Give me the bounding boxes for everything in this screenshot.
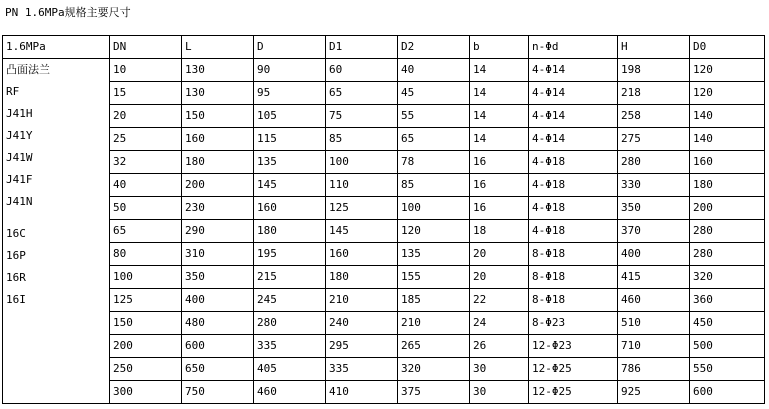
cell-b: 14 — [470, 59, 529, 82]
cell-l: 160 — [182, 128, 254, 151]
cell-d2: 78 — [398, 151, 470, 174]
cell-d2: 40 — [398, 59, 470, 82]
cell-d: 405 — [254, 358, 326, 381]
header-cell-pressure: 1.6MPa — [3, 36, 110, 59]
cell-b: 26 — [470, 335, 529, 358]
cell-l: 150 — [182, 105, 254, 128]
header-cell-d: D — [254, 36, 326, 59]
cell-d0: 140 — [690, 105, 765, 128]
cell-l: 130 — [182, 59, 254, 82]
cell-dn: 15 — [110, 82, 182, 105]
model-label: J41Y — [6, 129, 33, 142]
cell-h: 400 — [618, 243, 690, 266]
cell-d: 215 — [254, 266, 326, 289]
cell-l: 350 — [182, 266, 254, 289]
cell-n-phi-d: 12-Φ25 — [529, 381, 618, 404]
table-row — [3, 82, 765, 105]
cell-n-phi-d: 8-Φ18 — [529, 289, 618, 312]
cell-d1: 60 — [326, 59, 398, 82]
cell-d: 180 — [254, 220, 326, 243]
cell-d2: 320 — [398, 358, 470, 381]
cell-l: 750 — [182, 381, 254, 404]
model-group-flange — [6, 63, 109, 217]
cell-d: 245 — [254, 289, 326, 312]
model-label: J41N — [6, 195, 33, 208]
cell-b: 16 — [470, 174, 529, 197]
cell-d2: 185 — [398, 289, 470, 312]
cell-b: 22 — [470, 289, 529, 312]
model-label: 16R — [6, 271, 26, 284]
header-cell-l: L — [182, 36, 254, 59]
cell-l: 310 — [182, 243, 254, 266]
cell-l: 180 — [182, 151, 254, 174]
cell-h: 280 — [618, 151, 690, 174]
cell-dn: 50 — [110, 197, 182, 220]
cell-d: 90 — [254, 59, 326, 82]
cell-h: 370 — [618, 220, 690, 243]
table-row — [3, 105, 765, 128]
cell-n-phi-d: 12-Φ23 — [529, 335, 618, 358]
cell-n-phi-d: 12-Φ25 — [529, 358, 618, 381]
table-row — [3, 312, 765, 335]
cell-d2: 155 — [398, 266, 470, 289]
cell-h: 460 — [618, 289, 690, 312]
cell-h: 350 — [618, 197, 690, 220]
cell-b: 18 — [470, 220, 529, 243]
cell-l: 480 — [182, 312, 254, 335]
cell-h: 330 — [618, 174, 690, 197]
cell-d: 195 — [254, 243, 326, 266]
cell-n-phi-d: 4-Φ18 — [529, 174, 618, 197]
model-label: RF — [6, 85, 20, 98]
model-label: 16P — [6, 249, 26, 262]
cell-d2: 135 — [398, 243, 470, 266]
cell-d: 95 — [254, 82, 326, 105]
cell-b: 14 — [470, 82, 529, 105]
cell-d2: 265 — [398, 335, 470, 358]
cell-n-phi-d: 8-Φ18 — [529, 243, 618, 266]
cell-l: 650 — [182, 358, 254, 381]
cell-dn: 100 — [110, 266, 182, 289]
cell-d0: 120 — [690, 59, 765, 82]
model-label: J41W — [6, 151, 33, 164]
cell-l: 200 — [182, 174, 254, 197]
cell-h: 415 — [618, 266, 690, 289]
cell-d2: 210 — [398, 312, 470, 335]
cell-d0: 140 — [690, 128, 765, 151]
cell-dn: 32 — [110, 151, 182, 174]
table-row — [3, 289, 765, 312]
cell-n-phi-d: 8-Φ18 — [529, 266, 618, 289]
model-label: J41H — [6, 107, 33, 120]
cell-l: 400 — [182, 289, 254, 312]
header-cell-b: b — [470, 36, 529, 59]
table-row — [3, 59, 765, 82]
cell-d1: 145 — [326, 220, 398, 243]
table-row — [3, 197, 765, 220]
cell-b: 14 — [470, 128, 529, 151]
cell-d: 135 — [254, 151, 326, 174]
model-group-material — [6, 227, 109, 315]
cell-d1: 160 — [326, 243, 398, 266]
cell-d2: 55 — [398, 105, 470, 128]
cell-b: 20 — [470, 266, 529, 289]
cell-d0: 600 — [690, 381, 765, 404]
cell-d0: 450 — [690, 312, 765, 335]
cell-d0: 550 — [690, 358, 765, 381]
cell-d2: 45 — [398, 82, 470, 105]
cell-n-phi-d: 4-Φ14 — [529, 128, 618, 151]
cell-d0: 200 — [690, 197, 765, 220]
cell-d1: 110 — [326, 174, 398, 197]
header-cell-d2: D2 — [398, 36, 470, 59]
cell-d: 335 — [254, 335, 326, 358]
cell-d1: 125 — [326, 197, 398, 220]
cell-d1: 180 — [326, 266, 398, 289]
cell-h: 925 — [618, 381, 690, 404]
cell-dn: 25 — [110, 128, 182, 151]
table-header-row — [3, 36, 765, 59]
table-row — [3, 358, 765, 381]
spec-table-body — [3, 36, 765, 404]
cell-n-phi-d: 4-Φ18 — [529, 220, 618, 243]
cell-d1: 100 — [326, 151, 398, 174]
page-title: PN 1.6MPa规格主要尺寸 — [5, 6, 131, 19]
cell-d1: 335 — [326, 358, 398, 381]
cell-b: 16 — [470, 151, 529, 174]
cell-d: 280 — [254, 312, 326, 335]
table-row — [3, 151, 765, 174]
cell-n-phi-d: 4-Φ14 — [529, 82, 618, 105]
cell-b: 14 — [470, 105, 529, 128]
cell-h: 218 — [618, 82, 690, 105]
cell-d1: 240 — [326, 312, 398, 335]
cell-n-phi-d: 8-Φ23 — [529, 312, 618, 335]
cell-b: 30 — [470, 358, 529, 381]
table-row — [3, 128, 765, 151]
cell-d0: 360 — [690, 289, 765, 312]
cell-dn: 40 — [110, 174, 182, 197]
cell-d2: 120 — [398, 220, 470, 243]
table-row — [3, 174, 765, 197]
cell-d: 105 — [254, 105, 326, 128]
header-cell-n-phi-d: n-Φd — [529, 36, 618, 59]
cell-d0: 160 — [690, 151, 765, 174]
cell-h: 710 — [618, 335, 690, 358]
cell-dn: 200 — [110, 335, 182, 358]
cell-d: 160 — [254, 197, 326, 220]
header-cell-d1: D1 — [326, 36, 398, 59]
cell-l: 230 — [182, 197, 254, 220]
cell-d0: 320 — [690, 266, 765, 289]
cell-n-phi-d: 4-Φ18 — [529, 197, 618, 220]
cell-d1: 85 — [326, 128, 398, 151]
cell-d2: 100 — [398, 197, 470, 220]
cell-dn: 150 — [110, 312, 182, 335]
cell-h: 258 — [618, 105, 690, 128]
cell-dn: 250 — [110, 358, 182, 381]
model-label: 凸面法兰 — [6, 63, 50, 76]
cell-n-phi-d: 4-Φ14 — [529, 105, 618, 128]
cell-l: 600 — [182, 335, 254, 358]
spec-table — [2, 35, 765, 404]
cell-dn: 65 — [110, 220, 182, 243]
table-row — [3, 220, 765, 243]
cell-l: 290 — [182, 220, 254, 243]
cell-b: 30 — [470, 381, 529, 404]
model-label: 16C — [6, 227, 26, 240]
cell-d: 145 — [254, 174, 326, 197]
cell-b: 20 — [470, 243, 529, 266]
header-cell-dn: DN — [110, 36, 182, 59]
cell-b: 16 — [470, 197, 529, 220]
cell-d1: 210 — [326, 289, 398, 312]
cell-d1: 295 — [326, 335, 398, 358]
table-row — [3, 381, 765, 404]
cell-d0: 280 — [690, 243, 765, 266]
cell-d0: 280 — [690, 220, 765, 243]
model-label: J41F — [6, 173, 33, 186]
cell-dn: 80 — [110, 243, 182, 266]
cell-d2: 85 — [398, 174, 470, 197]
cell-h: 510 — [618, 312, 690, 335]
cell-h: 275 — [618, 128, 690, 151]
cell-d0: 180 — [690, 174, 765, 197]
model-list-cell — [3, 59, 110, 404]
table-row — [3, 266, 765, 289]
cell-b: 24 — [470, 312, 529, 335]
cell-d0: 500 — [690, 335, 765, 358]
cell-d: 460 — [254, 381, 326, 404]
cell-l: 130 — [182, 82, 254, 105]
cell-n-phi-d: 4-Φ14 — [529, 59, 618, 82]
cell-d1: 65 — [326, 82, 398, 105]
cell-d2: 65 — [398, 128, 470, 151]
cell-h: 198 — [618, 59, 690, 82]
table-row — [3, 243, 765, 266]
model-label: 16I — [6, 293, 26, 306]
cell-dn: 125 — [110, 289, 182, 312]
header-cell-d0: D0 — [690, 36, 765, 59]
cell-dn: 20 — [110, 105, 182, 128]
cell-dn: 300 — [110, 381, 182, 404]
header-cell-h: H — [618, 36, 690, 59]
cell-h: 786 — [618, 358, 690, 381]
cell-d1: 410 — [326, 381, 398, 404]
cell-d2: 375 — [398, 381, 470, 404]
cell-d1: 75 — [326, 105, 398, 128]
cell-dn: 10 — [110, 59, 182, 82]
table-row — [3, 335, 765, 358]
cell-d0: 120 — [690, 82, 765, 105]
cell-n-phi-d: 4-Φ18 — [529, 151, 618, 174]
cell-d: 115 — [254, 128, 326, 151]
